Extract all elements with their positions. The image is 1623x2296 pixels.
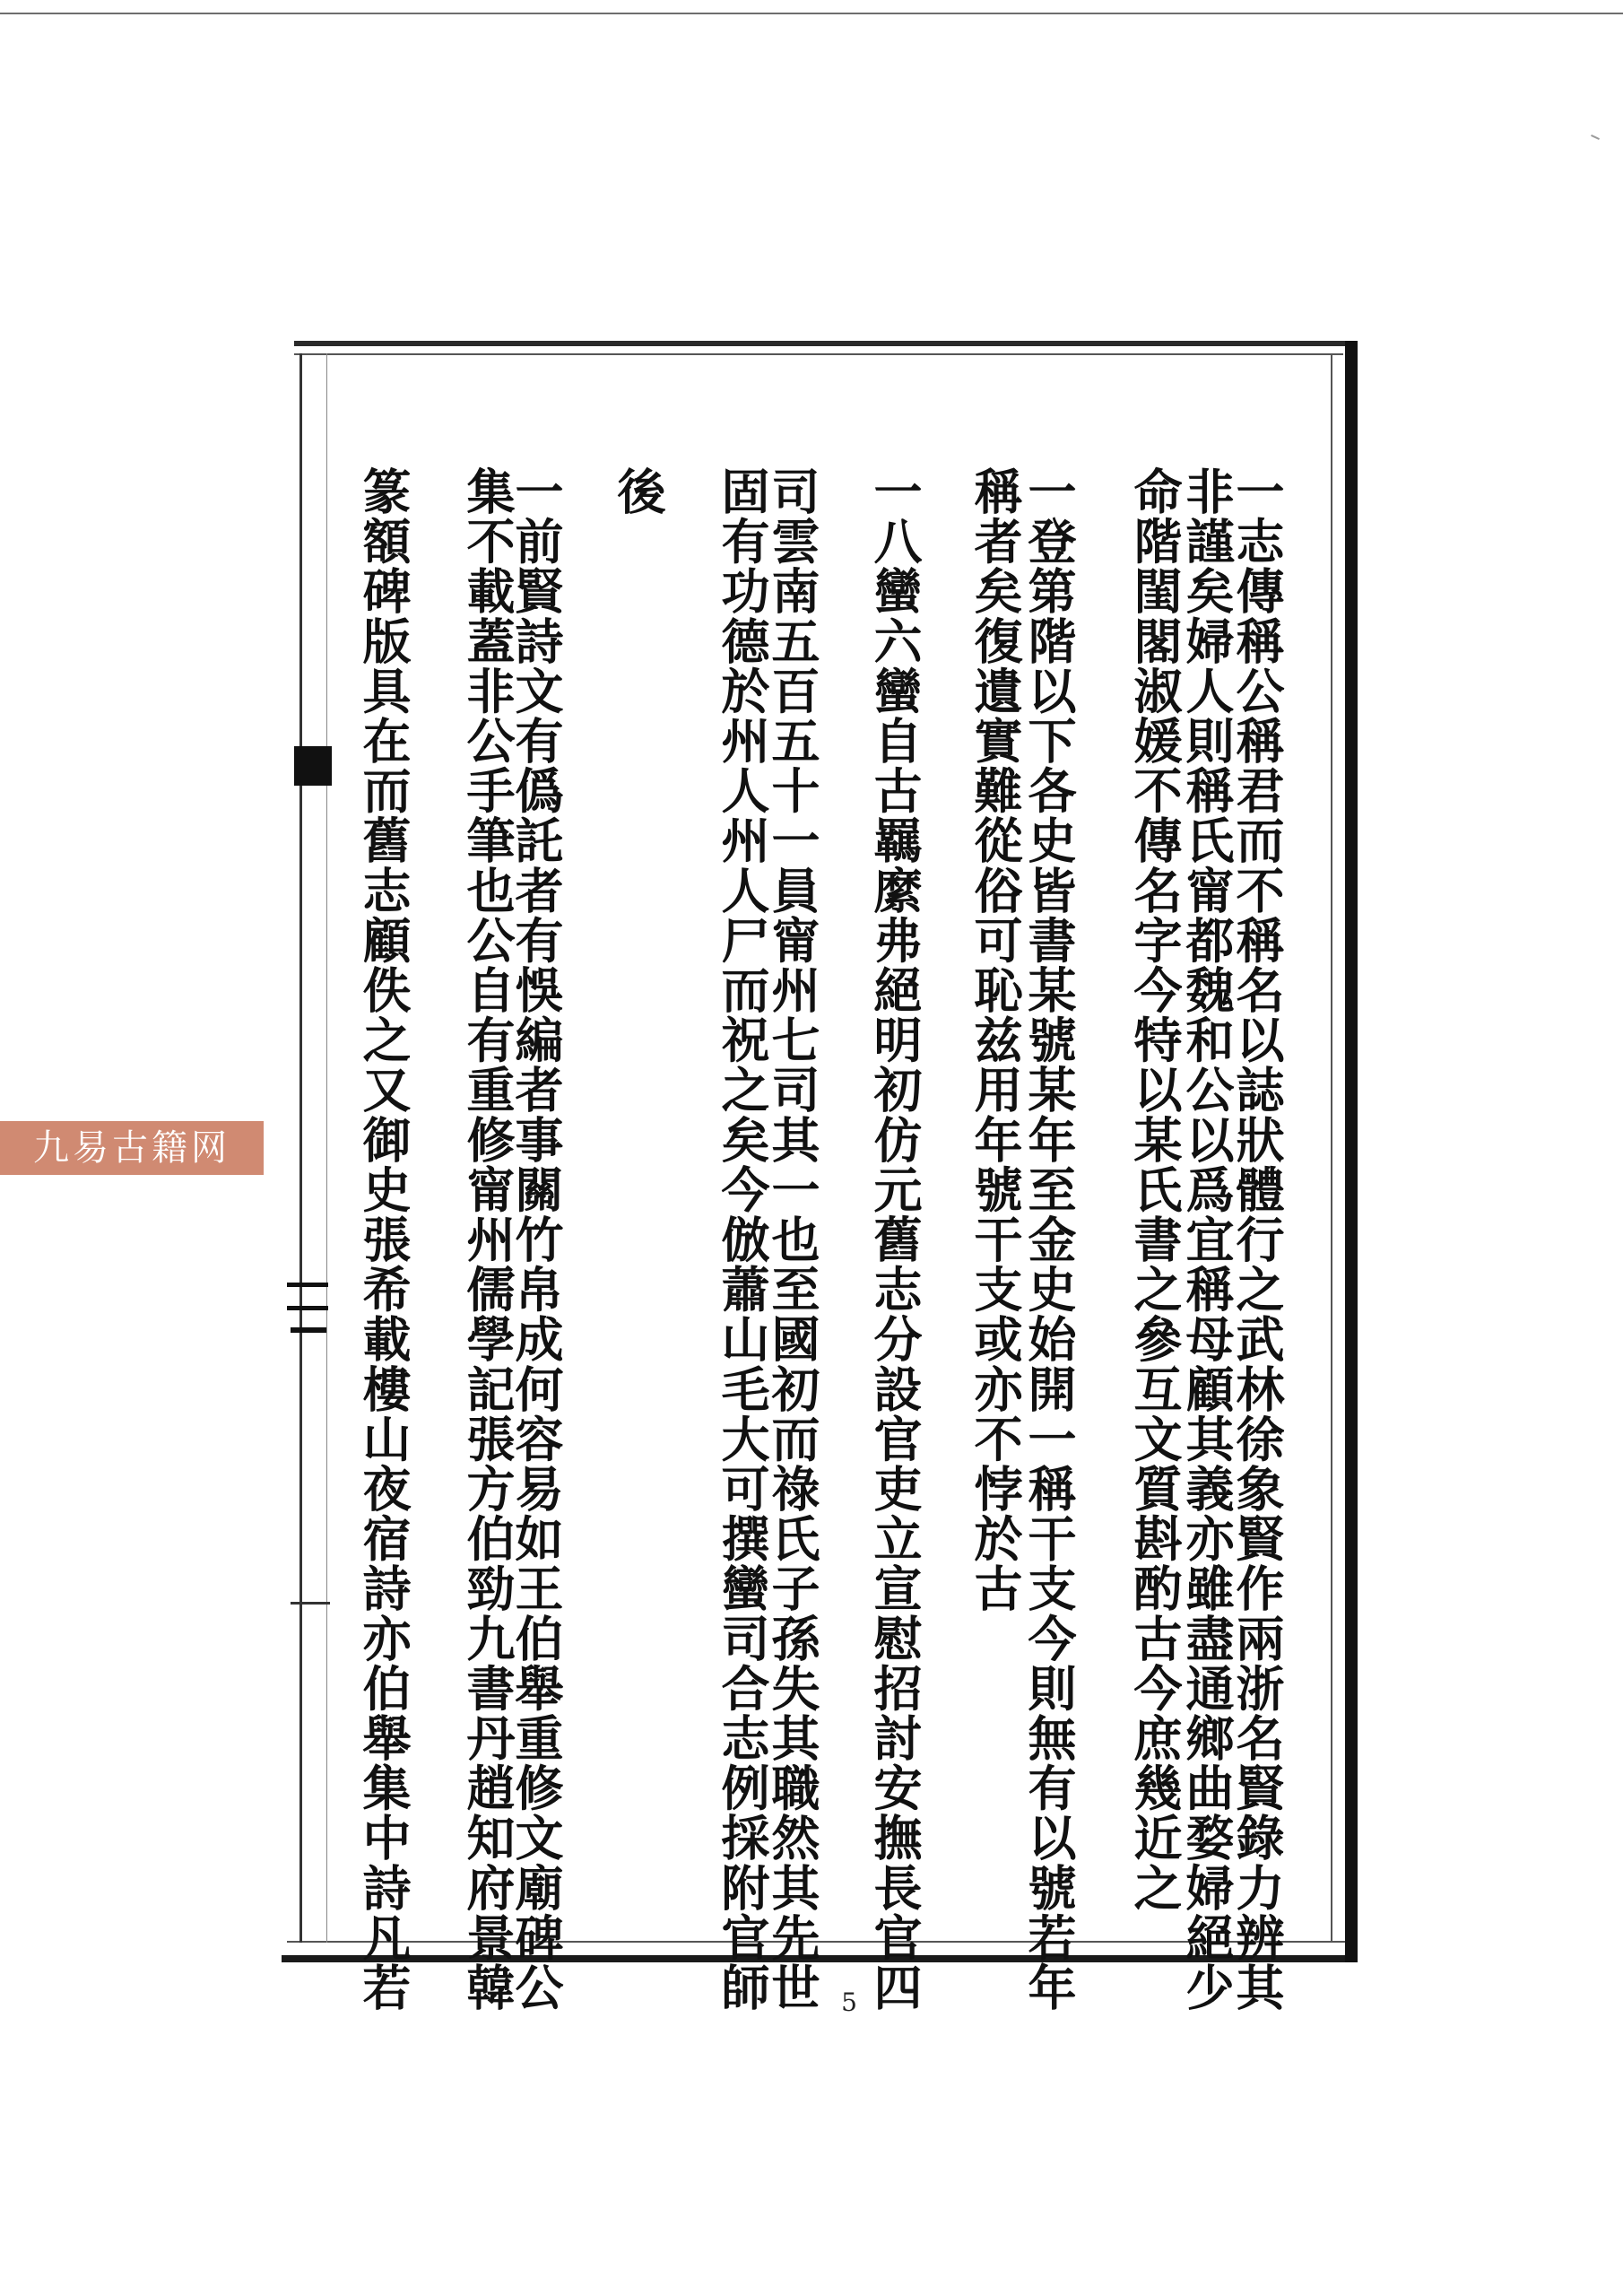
text-column-8: 固有功德於州人州人尸而祝之矣今倣蕭山毛大可撰蠻司合志例採附官師 [714, 466, 771, 2013]
text-column-1: 一志傳稱公稱君而不稱名以誌狀體行之武林徐象賢作兩浙名賢錄力辨其 [1228, 466, 1286, 2013]
frame-top-inner-line [294, 353, 1343, 355]
corner-mark [1591, 135, 1600, 140]
text-column-6: 一八蠻六蠻自古羈縻弗絕明初仿元舊志分設官吏立宣慰招討安撫長官四 [866, 466, 924, 2013]
page-number: 5 [841, 1987, 857, 2017]
gutter-numeral-stroke-2 [287, 1306, 328, 1310]
text-column-10: 一前賢詩文有僞託者有悞編者事關竹帛成何容易如王伯舉重修文廟碑公 [508, 466, 565, 2013]
text-column-5: 稱者矣復遺實難從俗可恥兹用年號干支或亦不悖於古 [967, 466, 1024, 1613]
fishtail-mark [294, 746, 332, 786]
watermark-banner: 九易古籍网 [0, 1121, 264, 1175]
gutter-numeral-stroke-1 [287, 1283, 328, 1287]
gutter-numeral-stroke-3 [291, 1327, 326, 1333]
frame-right-border [1345, 341, 1358, 1962]
frame-left-border [299, 353, 302, 1943]
frame-top-border [294, 341, 1358, 346]
frame-left-inner-line [326, 353, 327, 1943]
gutter-rule [291, 1602, 330, 1605]
text-column-3: 命階閨閣淑媛不傳名字今特以某氏書之參互文質斟酌古今庶幾近之 [1126, 466, 1184, 1913]
frame-right-inner-line [1331, 353, 1332, 1943]
text-column-2: 非謹矣婦人則稱氏甯都魏和公以爲宜稱母顧其義亦雖盡通鄉曲婺婦絕少 [1178, 466, 1236, 2013]
top-rule [0, 13, 1623, 14]
text-column-11: 集不載蓋非公手筆也公自有重修甯州儒學記張方伯勁九書丹趙知府景韓 [459, 466, 516, 2013]
text-column-12: 篆額碑版具在而舊志顧佚之又御史張希載樓山夜宿詩亦伯舉集中詩凡若 [355, 466, 412, 2013]
text-column-7: 司雲南五百五十一員甯州七司其一也至國初而祿氏子孫失其職然其先世 [764, 466, 821, 2013]
text-column-4: 一登第階以下各史皆書某號某年至金史始開一稱干支今則無有以號若年 [1020, 466, 1078, 2013]
text-column-9: 後 [610, 466, 667, 517]
